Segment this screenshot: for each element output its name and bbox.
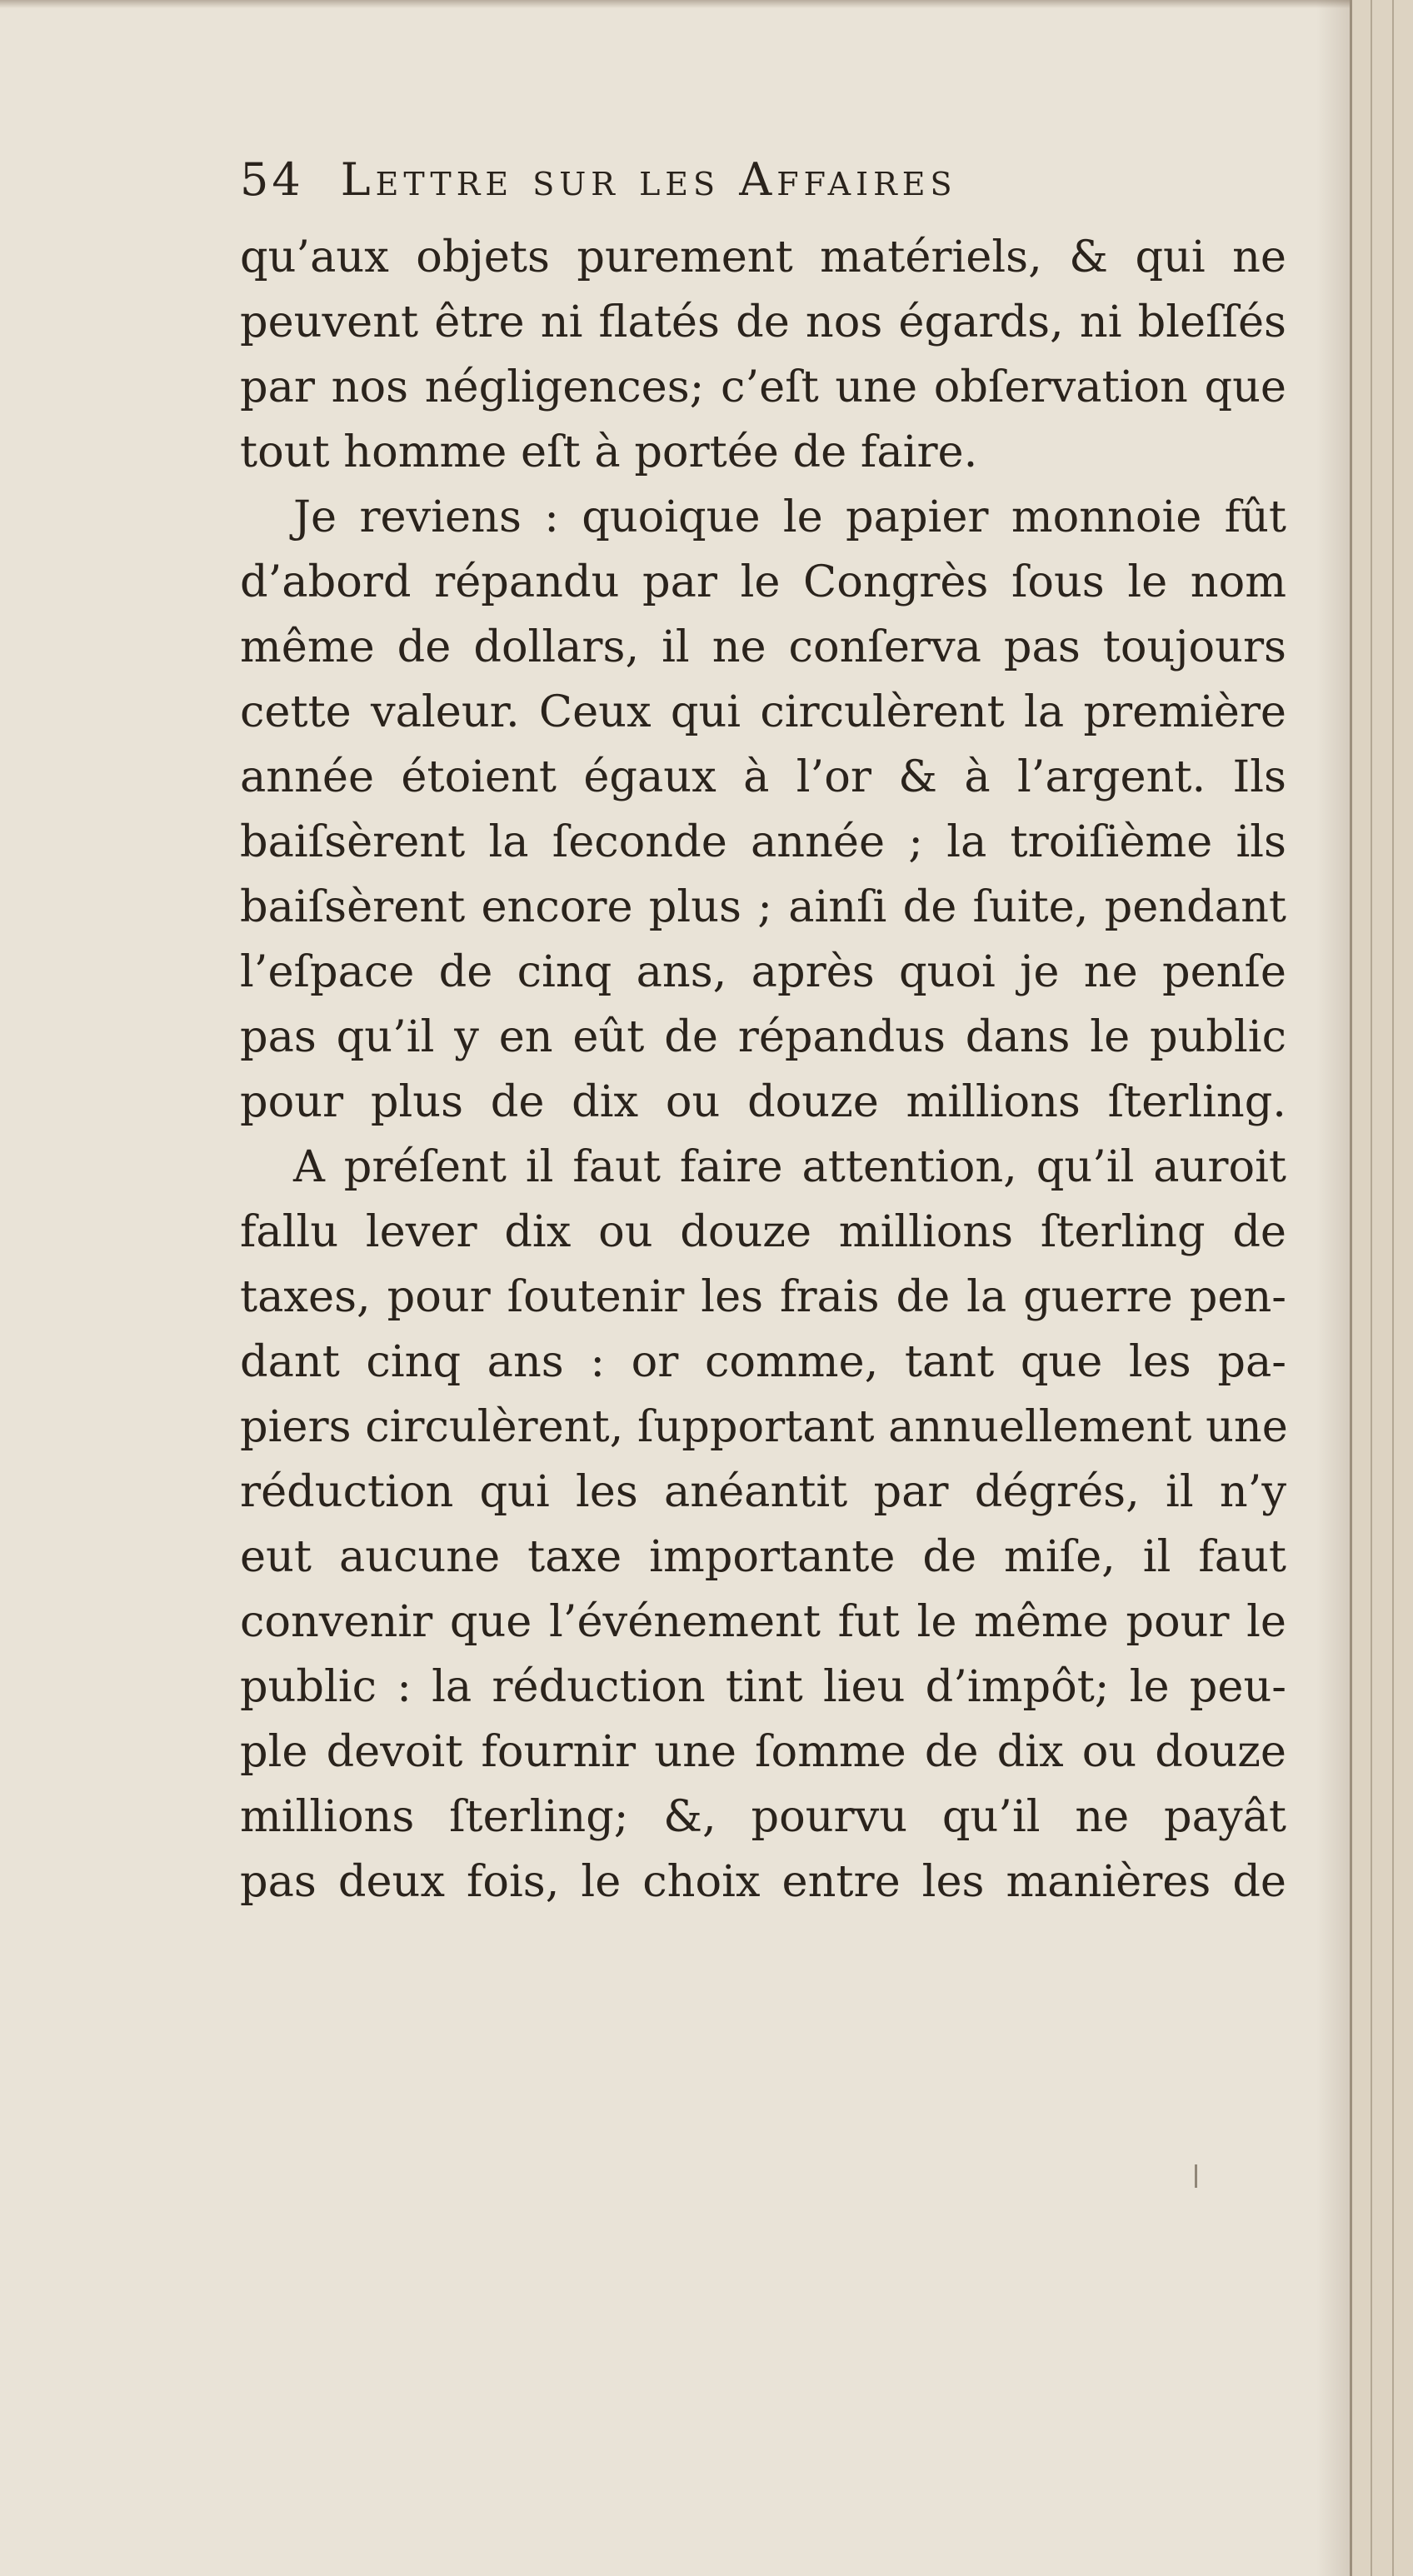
text-line: public : la réduction tint lieu d’impôt; le peu- bbox=[240, 1661, 1286, 1712]
text-line: baiſsèrent la ſeconde année ; la troiſième ils bbox=[240, 816, 1286, 867]
text-line: d’abord répandu par le Congrès ſous le nom bbox=[240, 557, 1286, 607]
text-line: pour plus de dix ou douze millions ſterling. bbox=[240, 1076, 1286, 1127]
text-line: peuvent être ni flatés de nos égards, ni bleſſés bbox=[240, 297, 1286, 347]
text-line: eut aucune taxe importante de miſe, il faut bbox=[240, 1531, 1286, 1582]
text-line: taxes, pour ſoutenir les frais de la guerre pen- bbox=[240, 1271, 1286, 1322]
page-top-edge bbox=[0, 0, 1350, 8]
text-line: même de dollars, il ne conſerva pas toujours bbox=[240, 622, 1286, 672]
text-line: année étoient égaux à l’or & à l’argent. Ils bbox=[240, 751, 1286, 802]
text-line: pas deux fois, le choix entre les manières de bbox=[240, 1856, 1286, 1907]
ink-mark bbox=[1195, 2164, 1197, 2188]
gutter-shadow bbox=[1316, 0, 1350, 2576]
text-line: baiſsèrent encore plus ; ainſi de ſuite, pendant bbox=[240, 881, 1286, 932]
text-line: par nos négligences; c’eſt une obſervation que bbox=[240, 362, 1286, 412]
text-line: réduction qui les anéantit par dégrés, il n’y bbox=[240, 1466, 1286, 1517]
paragraph-1 bbox=[240, 225, 1286, 485]
text-block bbox=[240, 153, 1286, 1915]
text-line: fallu lever dix ou douze millions ſterling de bbox=[240, 1206, 1286, 1257]
text-line: l’eſpace de cinq ans, après quoi je ne penſe bbox=[240, 946, 1286, 997]
paragraph-2 bbox=[240, 485, 1286, 1135]
page-fore-edge bbox=[1350, 0, 1413, 2576]
page-number: 54 bbox=[240, 153, 304, 206]
fore-edge-line bbox=[1392, 0, 1394, 2576]
running-title: Lettre sur les Affaires bbox=[340, 153, 957, 206]
fore-edge-line bbox=[1371, 0, 1372, 2576]
text-line: dant cinq ans : or comme, tant que les pa- bbox=[240, 1336, 1286, 1387]
paragraph-3 bbox=[240, 1135, 1286, 1915]
text-line: Je reviens : quoique le papier monnoie fût bbox=[293, 492, 1286, 542]
text-line: millions ſterling; &, pourvu qu’il ne payât bbox=[240, 1791, 1286, 1842]
text-line: pas qu’il y en eût de répandus dans le public bbox=[240, 1011, 1286, 1062]
text-line: A préſent il faut faire attention, qu’il auroit bbox=[293, 1141, 1286, 1192]
running-head bbox=[240, 153, 1286, 225]
text-line: ple devoit fournir une ſomme de dix ou douze bbox=[240, 1726, 1286, 1777]
text-line: cette valeur. Ceux qui circulèrent la première bbox=[240, 686, 1286, 737]
text-line: convenir que l’événement fut le même pour le bbox=[240, 1596, 1286, 1647]
text-line: tout homme eſt à portée de faire. bbox=[240, 427, 978, 477]
text-line: qu’aux objets purement matériels, & qui ne bbox=[240, 232, 1286, 282]
text-line: piers circulèrent, ſupportant annuellement une bbox=[240, 1401, 1288, 1452]
